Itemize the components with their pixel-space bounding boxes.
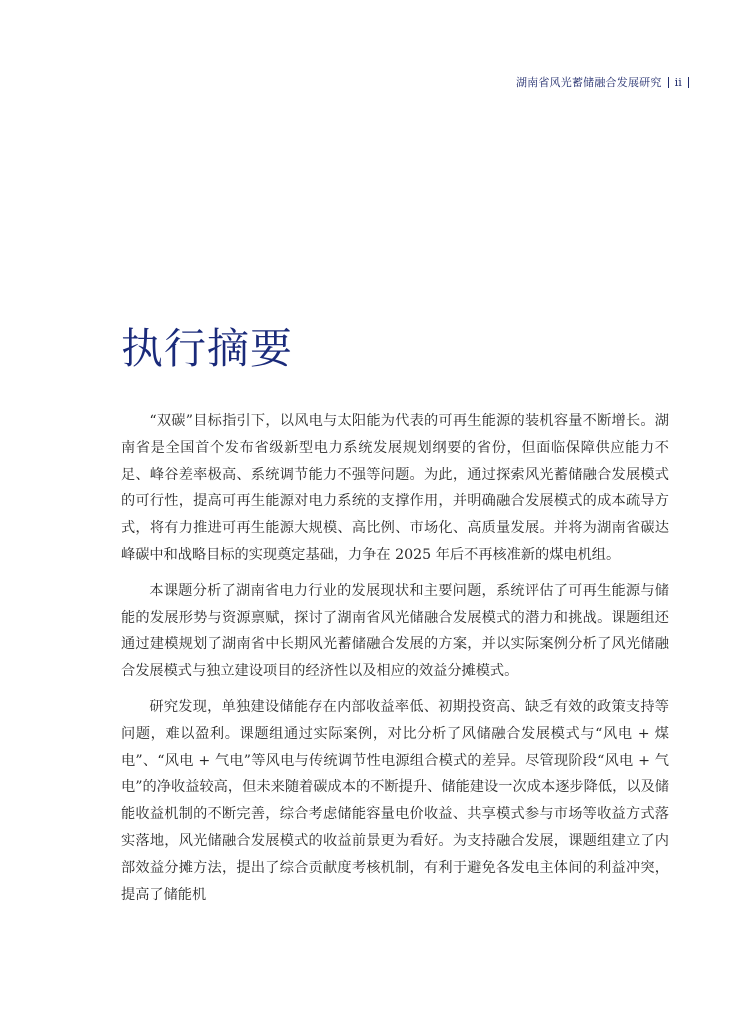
header-separator-left (668, 77, 669, 88)
paragraph-3: 研究发现，单独建设储能存在内部收益率低、初期投资高、缺乏有效的政策支持等问题，难以盈利。课题组通过实际案例，对比分析了风储融合发展模式与“风电 + 煤电”、“风电 + 气电”等风电与传统调节性电源组合模式的差异。尽管现阶段“风电 + 气电”的净收益较高，但未来随着碳成本的不断提升、储能建设一次成本逐步降低，以及储能收益机制的不断完善，综合考虑储能容量电价收益、共享模式参与市场等收益方式落实落地，风光储融合发展模式的收益前景更为看好。为支持融合发展，课题组建立了内部效益分摊方法，提出了综合贡献度考核机制，有利于避免各发电主体间的利益冲突，提高了储能机 (121, 698, 669, 903)
section-title: 执行摘要 (121, 324, 294, 373)
paragraph-2: 本课题分析了湖南省电力行业的发展现状和主要问题，系统评估了可再生能源与储能的发展形势与资源禀赋，探讨了湖南省风光储融合发展模式的潜力和挑战。课题组还通过建模规划了湖南省中长期风光蓄储融合发展的方案，并以实际案例分析了风光储融合发展模式与独立建设项目的经济性以及相应的效益分摊模式。 (121, 582, 669, 680)
paragraph-1: “双碳”目标指引下，以风电与太阳能为代表的可再生能源的装机容量不断增长。湖南省是全国首个发布省级新型电力系统发展规划纲要的省份，但面临保障供应能力不足、峰谷差率极高、系统调节能力不强等问题。为此，通过探索风光蓄储融合发展模式的可行性，提高可再生能源对电力系统的支撑作用，并明确融合发展模式的成本疏导方式，将有力推进可再生能源大规模、高比例、市场化、高质量发展。并将为湖南省碳达峰碳中和战略目标的实现奠定基础，力争在 2025 年后不再核准新的煤电机组。 (121, 413, 669, 563)
page-number: ii (674, 75, 682, 89)
summary-body (121, 408, 669, 917)
running-header (516, 74, 695, 90)
header-title: 湖南省风光蓄储融合发展研究 (515, 76, 662, 89)
header-separator-right (688, 77, 689, 88)
